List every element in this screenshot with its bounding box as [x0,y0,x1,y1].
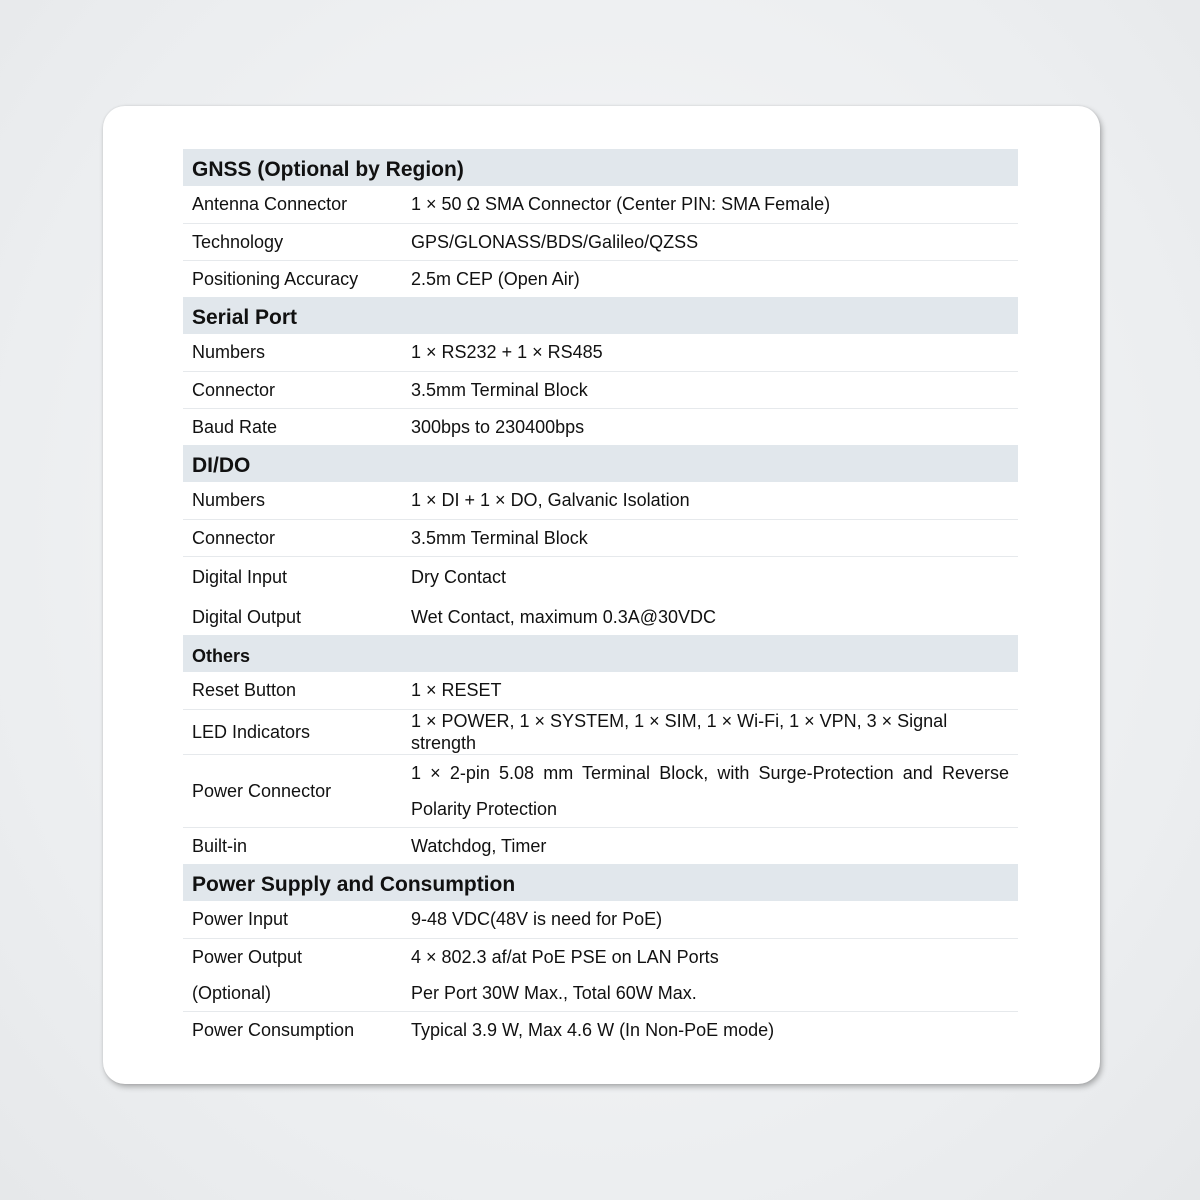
section-title: DI/DO [183,445,1018,482]
spec-value-line: 4 × 802.3 af/at PoE PSE on LAN Ports [411,946,719,967]
spec-label: Connector [183,371,402,408]
spec-value: Typical 3.9 W, Max 4.6 W (In Non-PoE mode) [411,1019,775,1040]
spec-label: Connector [183,519,402,556]
spec-value: Dry Contact [411,567,507,588]
spec-value: 1 × RS232 + 1 × RS485 [402,334,1018,371]
spec-table [183,149,1018,1048]
spec-value: 300bps to 230400bps [411,416,585,437]
spec-row [183,901,1018,938]
section-header-di-do [183,445,1018,482]
spec-card [103,106,1100,1084]
spec-value: 1 × POWER, 1 × SYSTEM, 1 × SIM, 1 × Wi-Fi, 1 × VPN, 3 × Signal strength [402,709,1018,754]
spec-value: 9-48 VDC(48V is need for PoE) [402,901,1018,938]
spec-label: Reset Button [183,672,402,709]
section-title: Others [183,635,1018,672]
spec-label: Power Consumption [192,1019,355,1040]
spec-value [402,938,1018,1011]
spec-row [183,408,1018,445]
spec-row [183,827,1018,864]
spec-row [183,1011,1018,1048]
spec-row [183,519,1018,556]
spec-value: 1 × 50 Ω SMA Connector (Center PIN: SMA Female) [402,186,1018,223]
spec-value: 1 × RESET [402,672,1018,709]
spec-label: Power Connector [183,754,402,827]
spec-value: Wet Contact, maximum 0.3A@30VDC [411,606,717,627]
spec-label: Antenna Connector [183,186,402,223]
spec-row [183,334,1018,371]
section-header-power-supply [183,864,1018,901]
spec-row [183,672,1018,709]
spec-row [183,598,1018,635]
spec-row [183,709,1018,754]
spec-label: Power Input [183,901,402,938]
spec-label: LED Indicators [183,709,402,754]
spec-row [183,371,1018,408]
section-title: Serial Port [183,297,1018,334]
section-title: GNSS (Optional by Region) [183,149,1018,186]
spec-label: Baud Rate [192,416,278,437]
section-header-serial-port [183,297,1018,334]
spec-value: 1 × 2-pin 5.08 mm Terminal Block, with Surge-Protection and Reverse Polarity Protection [402,754,1018,827]
spec-label-line: Power Output [192,946,303,967]
spec-label-line: (Optional) [192,982,272,1003]
spec-row [183,186,1018,223]
spec-value-line: Per Port 30W Max., Total 60W Max. [411,982,697,1003]
spec-value: GPS/GLONASS/BDS/Galileo/QZSS [402,223,1018,260]
spec-value: 1 × DI + 1 × DO, Galvanic Isolation [402,482,1018,519]
spec-row [183,754,1018,827]
spec-row [183,223,1018,260]
spec-value: Watchdog, Timer [411,835,547,856]
spec-label: Numbers [183,482,402,519]
spec-value: 3.5mm Terminal Block [402,519,1018,556]
spec-label: Digital Output [192,606,302,627]
spec-row [183,556,1018,598]
spec-label: Technology [183,223,402,260]
spec-label: Numbers [183,334,402,371]
spec-label: Digital Input [192,567,288,588]
spec-label [183,938,402,1011]
spec-row [183,938,1018,1011]
spec-value: 2.5m CEP (Open Air) [411,268,580,289]
spec-label: Positioning Accuracy [192,268,359,289]
spec-row [183,260,1018,297]
spec-label: Built-in [192,835,248,856]
section-title: Power Supply and Consumption [183,864,1018,901]
spec-value: 3.5mm Terminal Block [402,371,1018,408]
section-header-others [183,635,1018,672]
section-header-gnss [183,149,1018,186]
spec-row [183,482,1018,519]
